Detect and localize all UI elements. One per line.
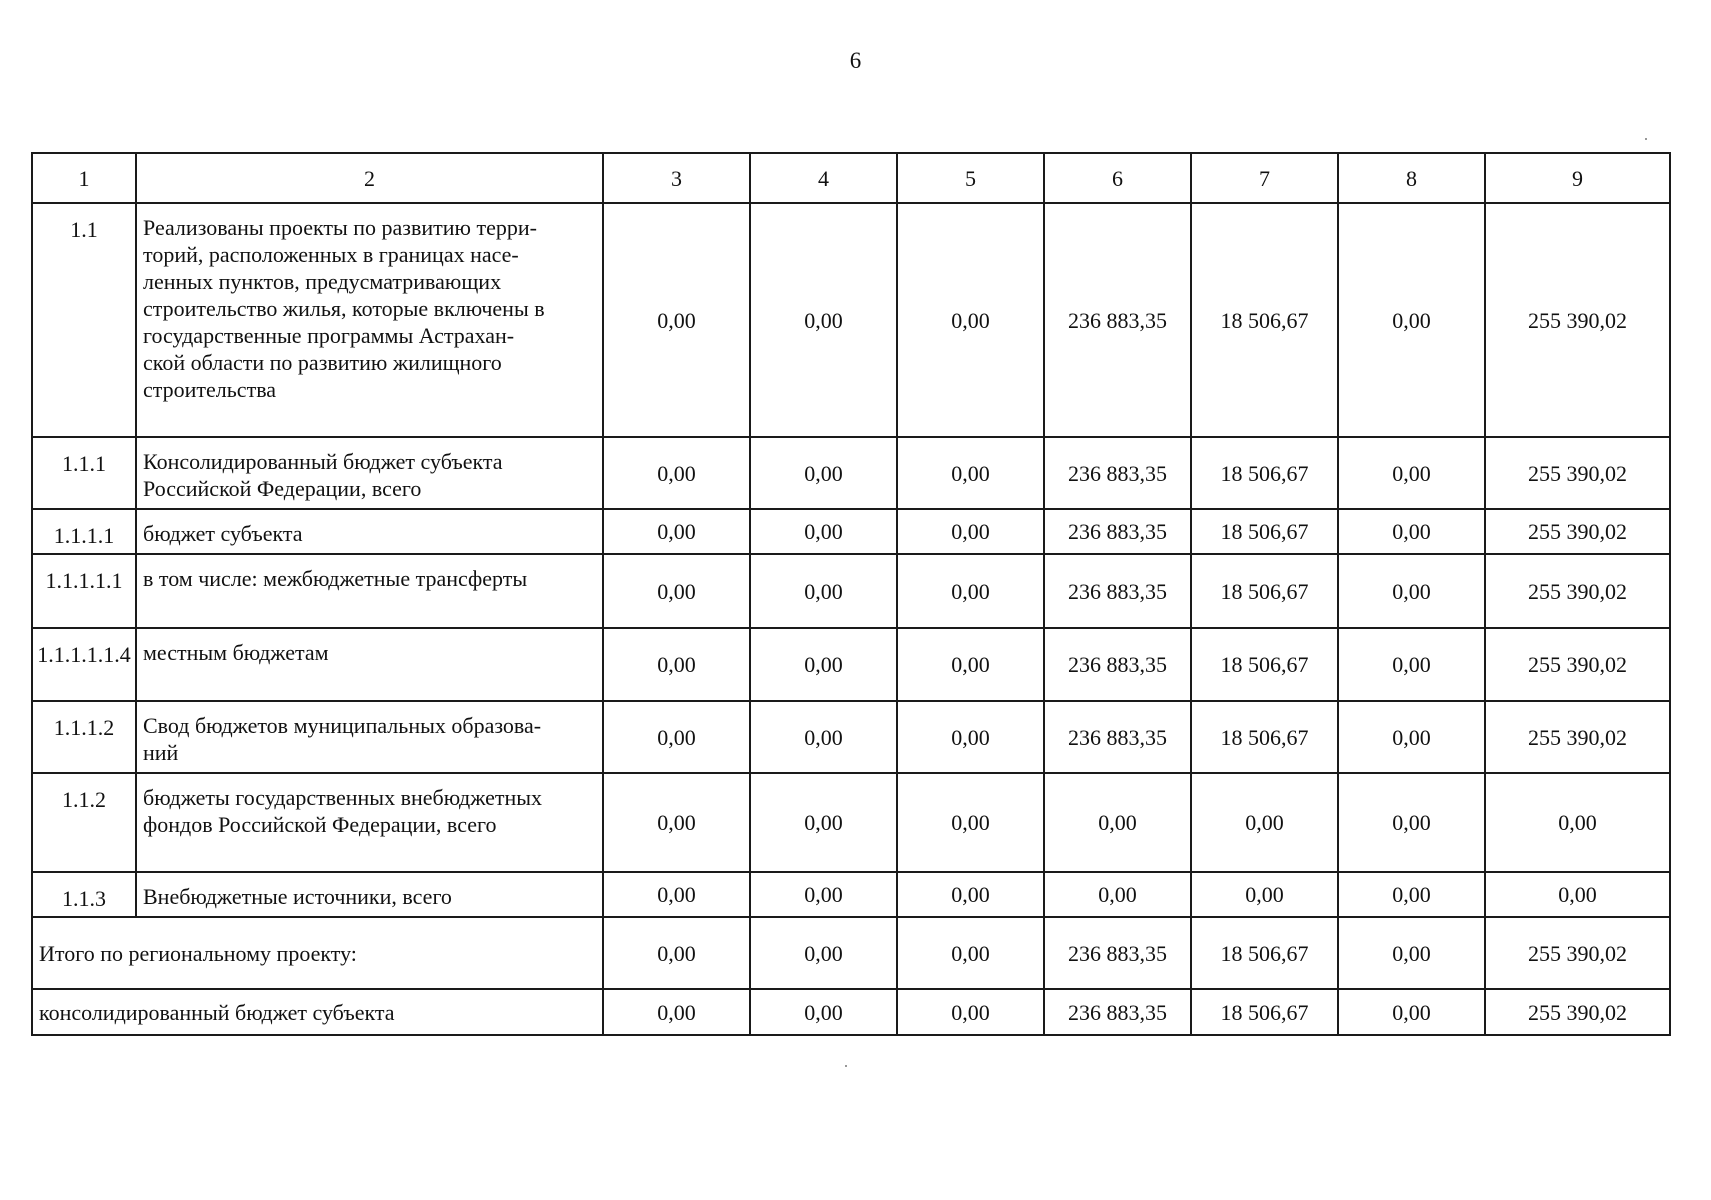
- value-cell: 0,00: [603, 203, 750, 437]
- value-cell: 0,00: [1338, 917, 1485, 989]
- value-cell: 18 506,67: [1191, 701, 1338, 773]
- row-description: в том числе: межбюджетные трансферты: [136, 554, 603, 628]
- value-cell: 236 883,35: [1044, 701, 1191, 773]
- value-cell: 0,00: [1191, 773, 1338, 872]
- value-cell: 0,00: [750, 554, 897, 628]
- row-description: Реализованы проекты по развитию терри- торий, расположенных в границах насе- ленных пунктов, предусматривающих строительство жилья, которые включены в государственные программы Астрахан- ской области по развитию жилищного строительства: [136, 203, 603, 437]
- value-cell: 236 883,35: [1044, 554, 1191, 628]
- row-number: 1.1.1.2: [32, 701, 136, 773]
- value-cell: 0,00: [897, 917, 1044, 989]
- row-description: бюджет субъекта: [136, 509, 603, 554]
- value-cell: 0,00: [1338, 203, 1485, 437]
- value-cell: 0,00: [603, 989, 750, 1035]
- value-cell: 0,00: [1338, 773, 1485, 872]
- header-cell: 2: [136, 153, 603, 203]
- value-cell: 255 390,02: [1485, 509, 1670, 554]
- table-row: [32, 554, 1670, 628]
- header-cell: 6: [1044, 153, 1191, 203]
- value-cell: 0,00: [1485, 773, 1670, 872]
- total-label: Итого по региональному проекту:: [32, 917, 603, 989]
- value-cell: 236 883,35: [1044, 203, 1191, 437]
- table-row: [32, 872, 1670, 917]
- value-cell: 0,00: [897, 554, 1044, 628]
- value-cell: 0,00: [897, 989, 1044, 1035]
- value-cell: 0,00: [750, 203, 897, 437]
- value-cell: 0,00: [750, 628, 897, 701]
- row-description: Консолидированный бюджет субъекта Российской Федерации, всего: [136, 437, 603, 509]
- value-cell: 236 883,35: [1044, 989, 1191, 1035]
- value-cell: 18 506,67: [1191, 989, 1338, 1035]
- value-cell: 0,00: [897, 872, 1044, 917]
- header-cell: 3: [603, 153, 750, 203]
- value-cell: 0,00: [603, 701, 750, 773]
- value-cell: 0,00: [603, 773, 750, 872]
- scan-speck: [845, 1065, 847, 1067]
- value-cell: 255 390,02: [1485, 917, 1670, 989]
- value-cell: 236 883,35: [1044, 917, 1191, 989]
- value-cell: 0,00: [1338, 989, 1485, 1035]
- value-cell: 0,00: [897, 628, 1044, 701]
- row-description: местным бюджетам: [136, 628, 603, 701]
- total-row: [32, 989, 1670, 1035]
- value-cell: 0,00: [750, 437, 897, 509]
- header-cell: 5: [897, 153, 1044, 203]
- value-cell: 0,00: [1044, 773, 1191, 872]
- row-number: 1.1.1.1.1.4: [32, 628, 136, 701]
- value-cell: 18 506,67: [1191, 203, 1338, 437]
- header-cell: 7: [1191, 153, 1338, 203]
- row-number: 1.1: [32, 203, 136, 437]
- header-cell: 4: [750, 153, 897, 203]
- row-number: 1.1.1.1: [32, 509, 136, 554]
- page-number: 6: [849, 48, 862, 73]
- total-label: консолидированный бюджет субъекта: [32, 989, 603, 1035]
- value-cell: 255 390,02: [1485, 989, 1670, 1035]
- value-cell: 0,00: [603, 917, 750, 989]
- value-cell: 0,00: [750, 989, 897, 1035]
- table-row: [32, 628, 1670, 701]
- value-cell: 18 506,67: [1191, 509, 1338, 554]
- value-cell: 0,00: [897, 509, 1044, 554]
- table-row: [32, 509, 1670, 554]
- row-description: Свод бюджетов муниципальных образова- ний: [136, 701, 603, 773]
- value-cell: 0,00: [750, 872, 897, 917]
- value-cell: 0,00: [1485, 872, 1670, 917]
- value-cell: 255 390,02: [1485, 628, 1670, 701]
- value-cell: 0,00: [1338, 554, 1485, 628]
- value-cell: 0,00: [1338, 437, 1485, 509]
- value-cell: 255 390,02: [1485, 437, 1670, 509]
- value-cell: 0,00: [603, 437, 750, 509]
- value-cell: 0,00: [603, 509, 750, 554]
- value-cell: 0,00: [603, 628, 750, 701]
- value-cell: 0,00: [1191, 872, 1338, 917]
- total-row: [32, 917, 1670, 989]
- value-cell: 0,00: [1338, 872, 1485, 917]
- value-cell: 0,00: [750, 773, 897, 872]
- value-cell: 0,00: [603, 872, 750, 917]
- row-number: 1.1.2: [32, 773, 136, 872]
- value-cell: 18 506,67: [1191, 628, 1338, 701]
- value-cell: 0,00: [1338, 628, 1485, 701]
- value-cell: 0,00: [897, 773, 1044, 872]
- value-cell: 0,00: [897, 701, 1044, 773]
- value-cell: 18 506,67: [1191, 917, 1338, 989]
- table-row: [32, 203, 1670, 437]
- value-cell: 236 883,35: [1044, 509, 1191, 554]
- row-number: 1.1.3: [32, 872, 136, 917]
- header-cell: 1: [32, 153, 136, 203]
- table-row: [32, 437, 1670, 509]
- value-cell: 0,00: [750, 509, 897, 554]
- value-cell: 255 390,02: [1485, 203, 1670, 437]
- header-cell: 9: [1485, 153, 1670, 203]
- value-cell: 0,00: [1338, 509, 1485, 554]
- value-cell: 0,00: [1338, 701, 1485, 773]
- row-description: Внебюджетные источники, всего: [136, 872, 603, 917]
- table-row: [32, 701, 1670, 773]
- value-cell: 236 883,35: [1044, 437, 1191, 509]
- row-description: бюджеты государственных внебюджетных фондов Российской Федерации, всего: [136, 773, 603, 872]
- scan-speck: [1645, 138, 1647, 140]
- value-cell: 0,00: [897, 203, 1044, 437]
- header-cell: 8: [1338, 153, 1485, 203]
- table-body: [32, 153, 1670, 1035]
- value-cell: 0,00: [603, 554, 750, 628]
- value-cell: 0,00: [750, 917, 897, 989]
- row-number: 1.1.1.1.1: [32, 554, 136, 628]
- value-cell: 255 390,02: [1485, 701, 1670, 773]
- value-cell: 18 506,67: [1191, 437, 1338, 509]
- table-row: [32, 773, 1670, 872]
- header-row: [32, 153, 1670, 203]
- row-number: 1.1.1: [32, 437, 136, 509]
- budget-table: [31, 152, 1671, 1036]
- value-cell: 18 506,67: [1191, 554, 1338, 628]
- value-cell: 0,00: [1044, 872, 1191, 917]
- value-cell: 0,00: [750, 701, 897, 773]
- value-cell: 255 390,02: [1485, 554, 1670, 628]
- value-cell: 0,00: [897, 437, 1044, 509]
- value-cell: 236 883,35: [1044, 628, 1191, 701]
